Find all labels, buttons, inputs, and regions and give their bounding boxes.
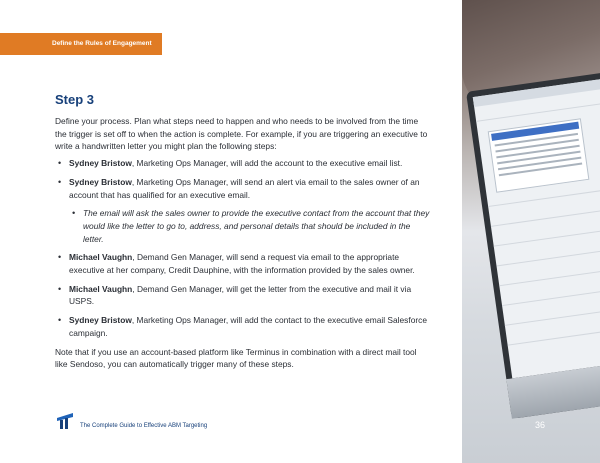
section-banner-text: Define the Rules of Engagement: [52, 40, 152, 47]
list-item: [55, 314, 430, 339]
footer-title: The Complete Guide to Effective ABM Targeting: [80, 423, 208, 429]
step-text: , Demand Gen Manager, will get the letter from the executive and mail it via USPS.: [69, 283, 412, 307]
laptop: [466, 71, 600, 419]
section-banner: [0, 33, 162, 55]
intro-paragraph: Define your process. Plan what steps need to happen and who needs to be involved from the time the trigger is set off to when the action is complete. For example, if you are triggering an executive to write a handwritten letter you might plan the following steps:: [55, 116, 428, 152]
closing-paragraph: Note that if you use an account-based platform like Terminus in combination with a direct mail tool like Sendoso, you can automatically trigger many of these steps.: [55, 346, 417, 370]
step-text: , Marketing Ops Manager, will add the account to the executive email list.: [131, 158, 403, 169]
terminus-logo-icon: [56, 411, 74, 429]
sub-step-text: The email will ask the sales owner to provide the executive contact from the account that they would like the letter to go to, address, and personal details that should be included in the letter.: [83, 208, 430, 244]
steps-list: [55, 157, 430, 339]
step-text: , Demand Gen Manager, will send a request via email to the appropriate executive at her company, Credit Dauphine, with the information provided by the sales owner.: [69, 252, 415, 276]
list-item: [55, 251, 430, 276]
page-number: 36: [535, 420, 546, 430]
laptop-screen: [473, 78, 600, 378]
step-text: , Marketing Ops Manager, will send an alert via email to the sales owner of an account that has qualified for an executive email.: [69, 176, 420, 200]
person-name: Michael Vaughn: [69, 252, 133, 263]
step-heading: Step 3: [55, 92, 95, 107]
person-name: Sydney Bristow: [69, 315, 132, 326]
person-name: Sydney Bristow: [69, 176, 132, 187]
sub-list-item: [69, 207, 430, 245]
list-item: [55, 176, 430, 201]
list-item: [55, 283, 430, 308]
laptop-photo: [462, 0, 600, 463]
screen-dropdown-menu: [488, 118, 590, 192]
person-name: Sydney Bristow: [69, 158, 132, 169]
person-name: Michael Vaughn: [69, 283, 133, 294]
step-text: , Marketing Ops Manager, will add the contact to the executive email Salesforce campaign.: [69, 315, 427, 338]
list-item: [55, 157, 430, 170]
main-content: [55, 92, 430, 371]
